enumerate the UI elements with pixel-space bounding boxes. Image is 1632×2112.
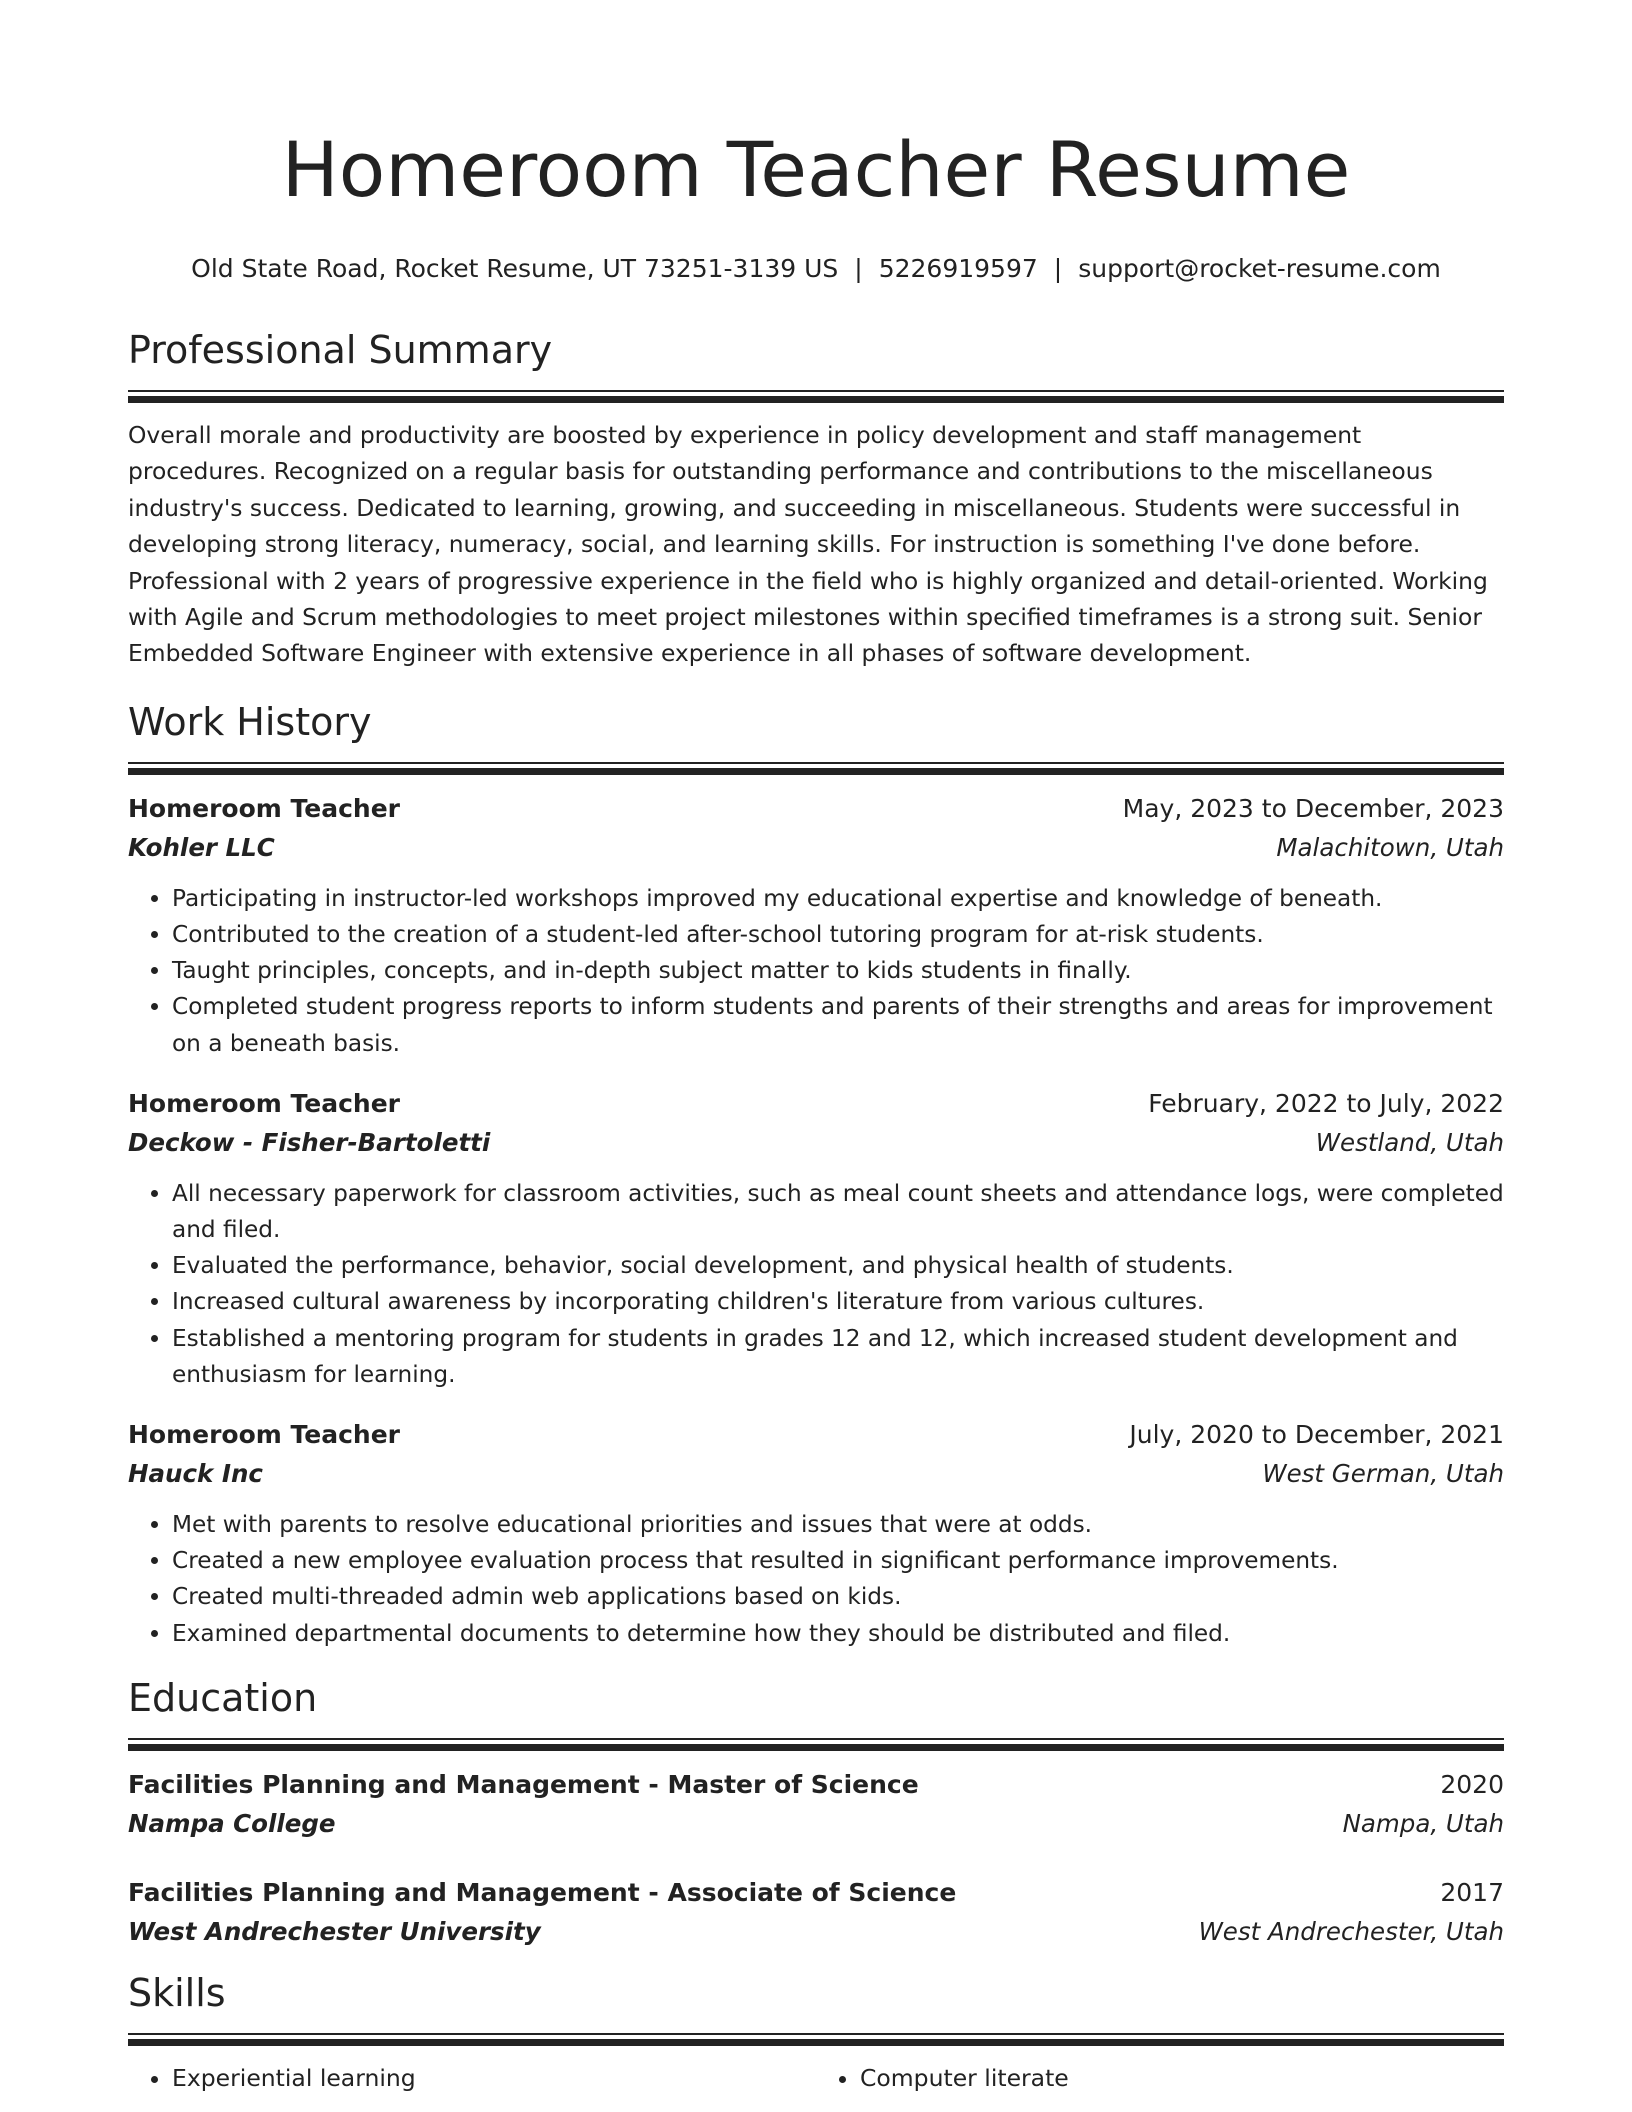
section-divider — [128, 762, 1504, 775]
job-bullets — [128, 1507, 1504, 1652]
section-divider — [128, 2033, 1504, 2046]
skill-item: • Computer literate — [860, 2060, 1504, 2096]
job-bullet: • Evaluated the performance, behavior, social development, and physical health of students. — [172, 1248, 1504, 1284]
contact-separator: | — [854, 254, 863, 283]
job-title: Homeroom Teacher — [128, 1420, 400, 1450]
job-company: Hauck Inc — [128, 1459, 263, 1489]
skills-column-right — [816, 2060, 1504, 2096]
contact-separator: | — [1053, 254, 1063, 283]
job-entry — [128, 789, 1504, 1062]
section-title-work-history: Work History — [128, 699, 372, 744]
job-bullet: • Established a mentoring program for students in grades 12 and 12, which increased student development and enthusiasm for learning. — [172, 1321, 1504, 1393]
summary-section — [128, 326, 1504, 672]
job-dates: February, 2022 to July, 2022 — [1148, 1088, 1504, 1118]
job-location: West German, Utah — [1262, 1459, 1504, 1489]
job-bullet: • All necessary paperwork for classroom activities, such as meal count sheets and attendance logs, were completed and filed. — [172, 1176, 1504, 1248]
education-entry — [128, 1765, 1504, 1843]
job-bullet: • Contributed to the creation of a student-led after-school tutoring program for at-risk students. — [172, 917, 1504, 953]
job-location: Westland, Utah — [1315, 1127, 1504, 1157]
job-company: Deckow - Fisher-Bartoletti — [128, 1127, 491, 1157]
resume-title: Homeroom Teacher Resume — [281, 125, 1351, 214]
job-bullet: • Met with parents to resolve educational priorities and issues that were at odds. — [172, 1507, 1504, 1543]
education-section — [128, 1674, 1504, 1951]
job-bullets — [128, 1176, 1504, 1393]
job-location: Malachitown, Utah — [1276, 832, 1504, 862]
job-bullet: • Participating in instructor-led workshops improved my educational expertise and knowledge of beneath. — [172, 881, 1504, 917]
section-title-summary: Professional Summary — [128, 328, 553, 372]
skill-item: • Experiential learning — [172, 2060, 816, 2096]
job-entry — [128, 1415, 1504, 1652]
education-entry — [128, 1873, 1504, 1951]
skills-column-left — [128, 2060, 816, 2096]
job-bullets — [128, 881, 1504, 1062]
job-title: Homeroom Teacher — [128, 793, 400, 823]
education-degree: Facilities Planning and Management - Master of Science — [128, 1769, 919, 1799]
education-degree: Facilities Planning and Management - Associate of Science — [128, 1877, 957, 1907]
job-bullet: • Created multi-threaded admin web applications based on kids. — [172, 1579, 1504, 1615]
skills-grid — [128, 2060, 1504, 2096]
contact-email[interactable]: support@rocket-resume.com — [1078, 254, 1441, 283]
job-title: Homeroom Teacher — [128, 1088, 400, 1118]
education-year: 2017 — [1440, 1877, 1504, 1907]
education-school: Nampa College — [128, 1808, 336, 1838]
job-bullet: • Increased cultural awareness by incorporating children's literature from various cultures. — [172, 1284, 1504, 1320]
education-location: Nampa, Utah — [1342, 1808, 1504, 1838]
section-divider — [128, 390, 1504, 403]
section-title-education: Education — [128, 1675, 318, 1720]
contact-line — [128, 252, 1504, 286]
job-bullet: • Created a new employee evaluation process that resulted in significant performance improvements. — [172, 1543, 1504, 1579]
section-title-skills: Skills — [128, 1970, 226, 2015]
work-history-section — [128, 698, 1504, 1652]
job-dates: May, 2023 to December, 2023 — [1122, 793, 1504, 823]
education-location: West Andrechester, Utah — [1198, 1916, 1504, 1946]
summary-text: Overall morale and productivity are boosted by experience in policy development and staff management procedures. Recognized on a regular basis for outstanding performance and contributions to the miscellaneous industry's success. Dedicated to learning, growing, and succeeding in miscellaneous. Students were successful in developing strong literacy, numeracy, social, and learning skills. For instruction is something I've done before. Professional with 2 years of progressive experience in the field who is highly organized and detail-oriented. Working with Agile and Scrum methodologies to meet project milestones within specified timeframes is a strong suit. Senior Embedded Software Engineer with extensive experience in all phases of software development. — [128, 421, 1488, 668]
job-bullet: • Examined departmental documents to determine how they should be distributed and filed. — [172, 1616, 1504, 1652]
education-school: West Andrechester University — [128, 1916, 541, 1946]
contact-address: Old State Road, Rocket Resume, UT 73251-3139 US — [191, 254, 839, 283]
education-year: 2020 — [1440, 1769, 1504, 1799]
skills-section — [128, 1969, 1504, 2096]
section-divider — [128, 1738, 1504, 1751]
job-company: Kohler LLC — [128, 832, 275, 862]
job-bullet: • Completed student progress reports to inform students and parents of their strengths and areas for improvement on a beneath basis. — [172, 989, 1504, 1061]
job-entry — [128, 1084, 1504, 1393]
contact-phone: 5226919597 — [878, 254, 1038, 283]
job-dates: July, 2020 to December, 2021 — [1129, 1420, 1504, 1450]
job-bullet: • Taught principles, concepts, and in-depth subject matter to kids students in finally. — [172, 953, 1504, 989]
